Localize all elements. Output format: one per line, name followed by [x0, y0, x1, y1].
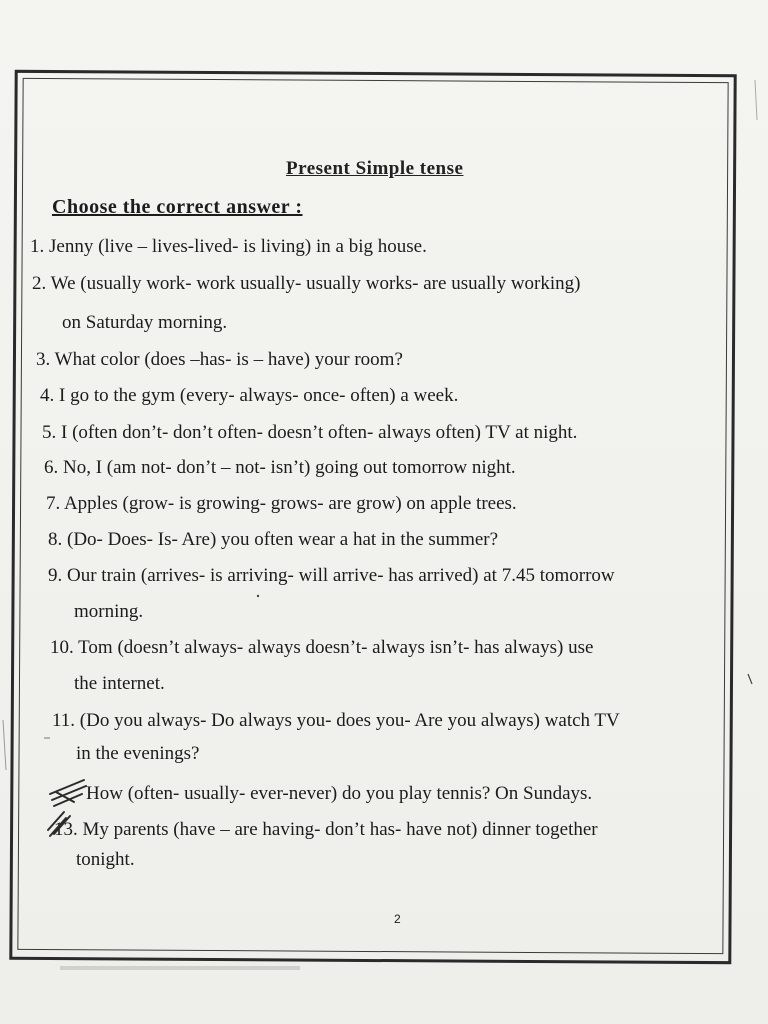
question-9-continued: morning.	[74, 601, 144, 622]
question-12: How (often- usually- ever-never) do you play tennis? On Sundays.	[86, 783, 593, 804]
handwritten-scribble-mark	[44, 772, 90, 844]
page-number: 2	[394, 912, 401, 926]
question-11-continued: in the evenings?	[76, 743, 200, 764]
question-8: 8. (Do- Does- Is- Are) you often wear a hat in the summer?	[48, 529, 499, 550]
question-7: 7. Apples (grow- is growing- grows- are grow) on apple trees.	[46, 493, 517, 514]
question-10-continued: the internet.	[74, 673, 165, 694]
question-5: 5. I (often don’t- don’t often- doesn’t often- always often) TV at night.	[42, 422, 578, 443]
question-9: 9. Our train (arrives- is arriving- will arrive- has arrived) at 7.45 tomorrow	[48, 565, 615, 586]
question-4: 4. I go to the gym (every- always- once- often) a week.	[40, 385, 459, 406]
question-11: 11. (Do you always- Do always you- does you- Are you always) watch TV	[52, 710, 620, 731]
question-1: 1. Jenny (live – lives-lived- is living) in a big house.	[30, 236, 427, 257]
question-13: 13. My parents (have – are having- don’t has- have not) dinner together	[54, 819, 598, 840]
question-3: 3. What color (does –has- is – have) your room?	[36, 349, 403, 370]
question-2: 2. We (usually work- work usually- usually works- are usually working)	[32, 273, 581, 294]
worksheet-title: Present Simple tense	[286, 158, 464, 179]
question-6: 6. No, I (am not- don’t – not- isn’t) going out tomorrow night.	[44, 457, 516, 478]
question-10: 10. Tom (doesn’t always- always doesn’t- always isn’t- has always) use	[50, 637, 594, 658]
question-13-continued: tonight.	[76, 849, 135, 870]
worksheet-instruction: Choose the correct answer :	[52, 196, 303, 218]
question-2-continued: on Saturday morning.	[62, 312, 228, 333]
